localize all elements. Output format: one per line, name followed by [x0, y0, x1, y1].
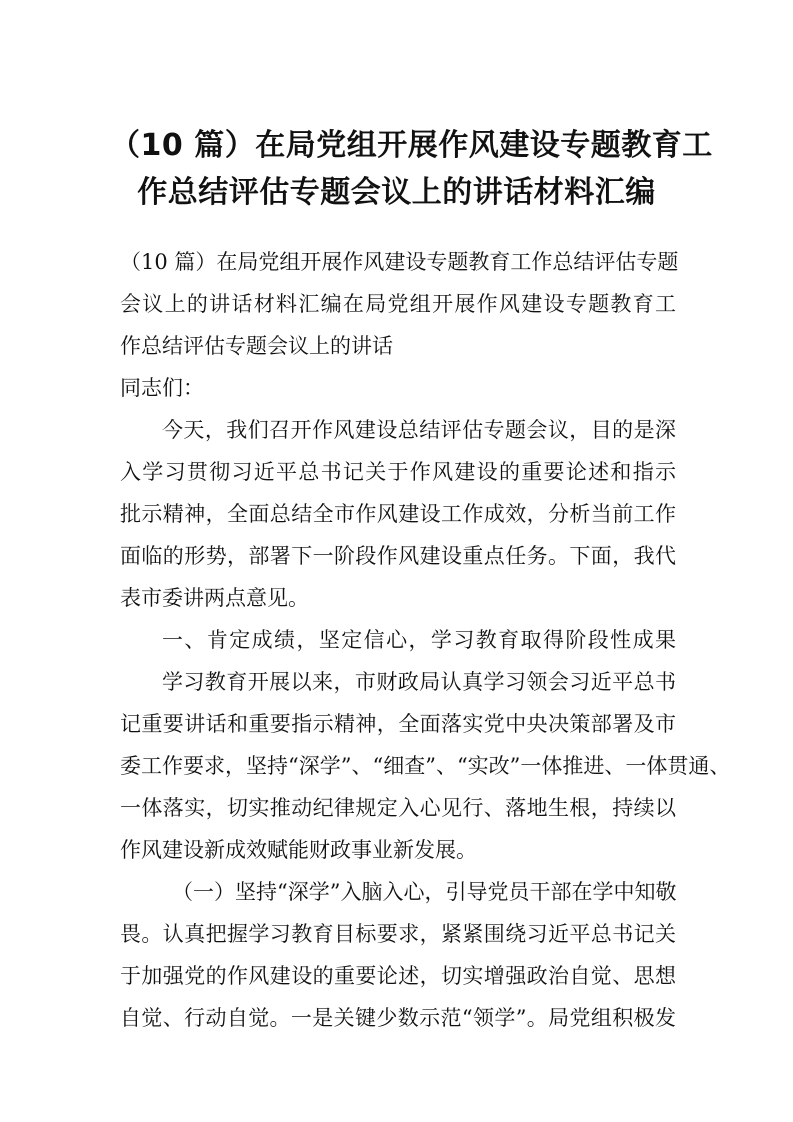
body-line: 委工作要求，坚持“深学”、“细查”、“实改”一体推进、一体贯通、 [120, 754, 731, 778]
body-line: 畏。认真把握学习教育目标要求，紧紧围绕习近平总书记关 [120, 922, 676, 946]
body-line: 记重要讲话和重要指示精神，全面落实党中央决策部署及市 [120, 712, 676, 736]
body-line: 会议上的讲话材料汇编在局党组开展作风建设专题教育工 [120, 292, 676, 316]
salutation: 同志们： [120, 376, 204, 400]
section-heading: 一、肯定成绩，坚定信心，学习教育取得阶段性成果 [162, 628, 676, 652]
body-line: 面临的形势，部署下一阶段作风建设重点任务。下面，我代 [120, 544, 676, 568]
body-line: 自觉、行动自觉。一是关键少数示范“领学”。局党组积极发 [120, 1006, 676, 1030]
document-title-line-2: 作总结评估专题会议上的讲话材料汇编 [137, 175, 656, 210]
body-line: 于加强党的作风建设的重要论述，切实增强政治自觉、思想 [120, 964, 676, 988]
subsection-heading: （一）坚持“深学”入脑入心，引导党员干部在学中知敬 [172, 880, 677, 904]
body-line: （10 篇）在局党组开展作风建设专题教育工作总结评估专题 [120, 250, 679, 274]
body-line: 学习教育开展以来，市财政局认真学习领会习近平总书 [162, 670, 676, 694]
body-line: 批示精神，全面总结全市作风建设工作成效，分析当前工作 [120, 502, 676, 526]
body-line: 今天，我们召开作风建设总结评估专题会议，目的是深 [162, 418, 676, 442]
body-line: 入学习贯彻习近平总书记关于作风建设的重要论述和指示 [120, 460, 676, 484]
body-line: 表市委讲两点意见。 [120, 586, 309, 610]
body-line: 作风建设新成效赋能财政事业新发展。 [120, 838, 477, 862]
body-line: 一体落实，切实推动纪律规定入心见行、落地生根，持续以 [120, 796, 676, 820]
document-title-line-1: （10 篇）在局党组开展作风建设专题教育工 [110, 128, 713, 163]
body-line: 作总结评估专题会议上的讲话 [120, 334, 393, 358]
